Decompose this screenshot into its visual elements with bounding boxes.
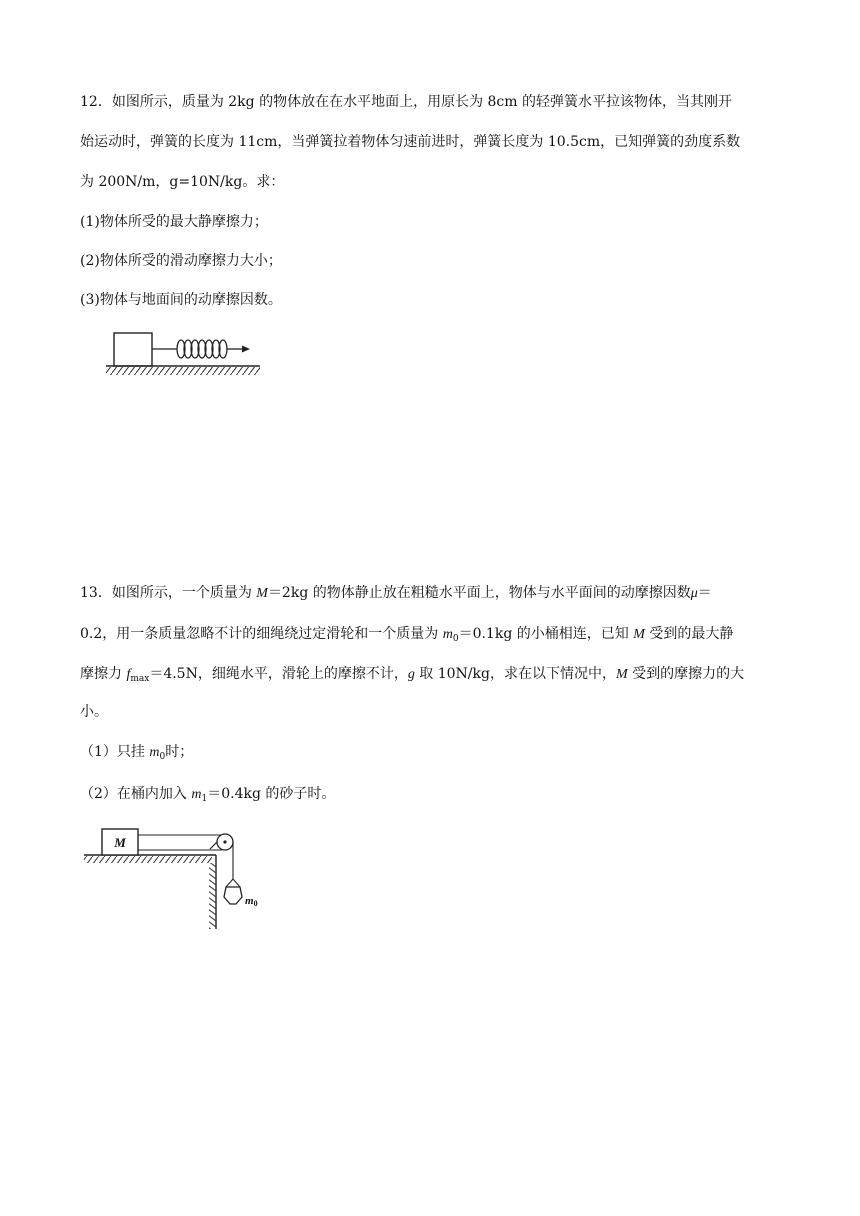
q13-subquestion-1: （1）只挂 $m_0$时；	[80, 744, 194, 762]
q13-block-label: M	[114, 835, 126, 850]
q12-subquestion-1: (1)物体所受的最大静摩擦力；	[80, 214, 268, 230]
q12-subquestion-2: (2)物体所受的滑动摩擦力大小；	[80, 253, 282, 269]
q12-stem-line-2: 始运动时，弹簧的长度为 11cm，当弹簧拉着物体匀速前进时，弹簧长度为 10.5cm，已知弹簧的劲度系数	[80, 134, 741, 150]
q13-stem-line-2: 0.2，用一条质量忽略不计的细绳绕过定滑轮和一个质量为 $m_0=0.1kg$ 的小桶相连，已知 M 受到的最大静	[80, 626, 734, 644]
q13-bucket	[224, 887, 242, 904]
q12-stem-line-1: 12．如图所示，质量为 2kg 的物体放在在水平地面上，用原长为 8cm 的轻弹簧水平拉该物体，当其刚开	[80, 94, 732, 110]
q13-stem-line-4: 小。	[80, 704, 108, 720]
q13-pulley-figure	[80, 825, 280, 935]
q12-arrow-head	[242, 346, 250, 353]
q13-subquestion-2: （2）在桶内加入 $m_1=0.4kg$ 的砂子时。	[80, 786, 336, 804]
q12-stem-line-3: 为 200N/m，g=10N/kg。求：	[80, 174, 285, 190]
q12-block	[114, 333, 152, 366]
q12-subquestion-3: (3)物体与地面间的动摩擦因数。	[80, 292, 282, 308]
q13-stem-line-1: 13．如图所示，一个质量为 M＝2kg 的物体静止放在粗糙水平面上，物体与水平面间的动摩擦因数μ＝	[80, 585, 712, 601]
q12-spring-block-figure	[100, 325, 265, 385]
q13-stem-line-3: 摩擦力 $f_{max}=4.5N$，细绳水平，滑轮上的摩擦不计，g 取 10N/kg，求在以下情况中，M 受到的摩擦力的大	[80, 666, 745, 684]
q13-bucket-label: m0	[245, 895, 258, 908]
q12-spring-coil	[177, 340, 227, 358]
